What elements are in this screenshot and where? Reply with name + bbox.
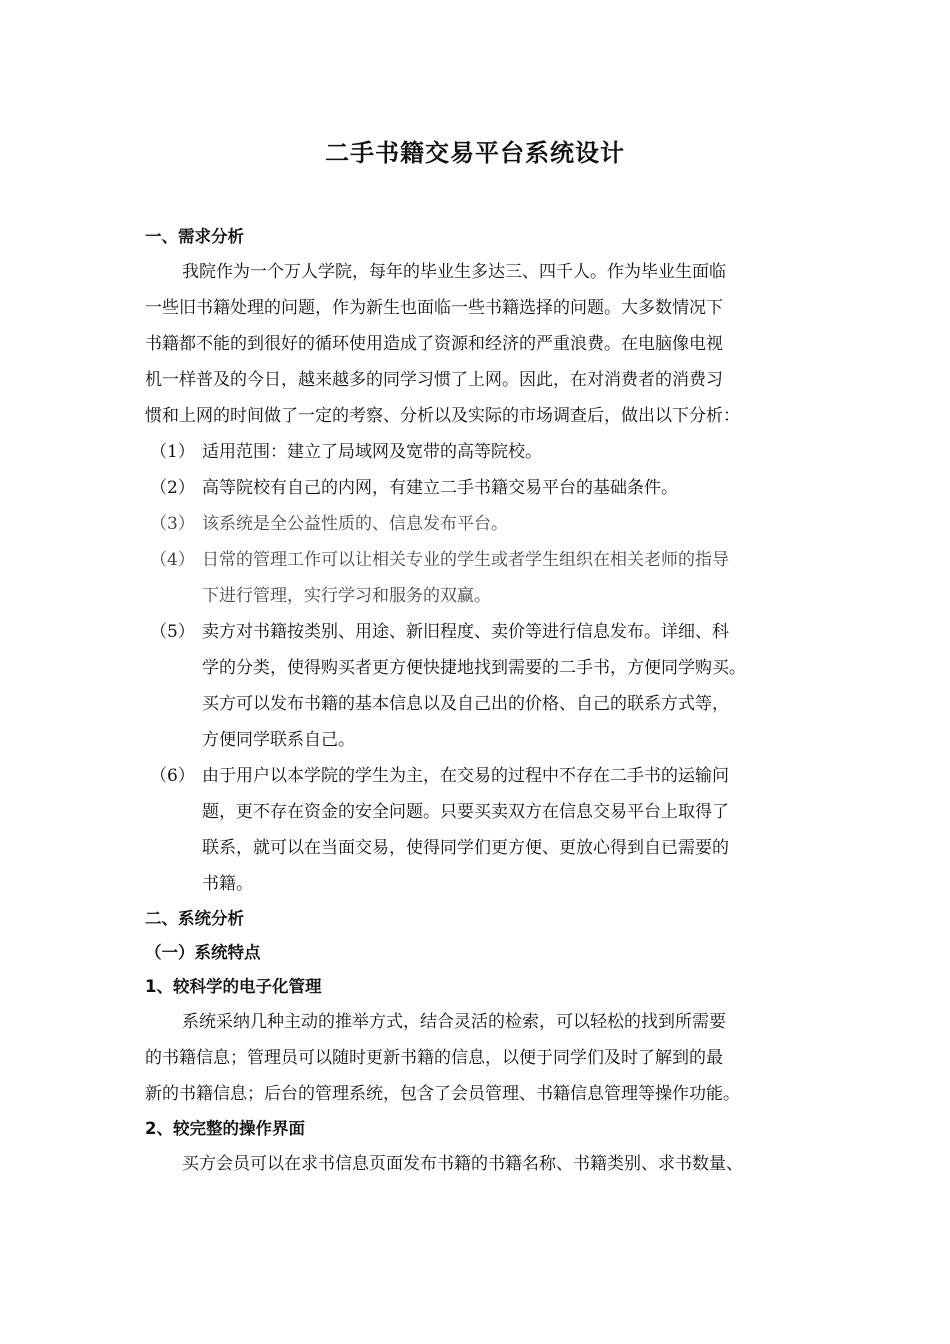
point-heading-operation-interface: 2、较完整的操作界面 — [145, 1119, 305, 1138]
list-item-line: 方便同学联系自己。 — [202, 730, 355, 750]
list-item-number: （6） — [150, 766, 195, 786]
paragraph-line: 机一样普及的今日，越来越多的同学习惯了上网。因此，在对消费者的消费习 — [145, 370, 723, 390]
list-item-line: 学的分类，使得购买者更方便快捷地找到需要的二手书，方便同学购买。 — [202, 658, 746, 678]
list-item — [145, 506, 835, 542]
point1-paragraph — [145, 1004, 835, 1112]
list-item-line: 题，更不存在资金的安全问题。只要买卖双方在信息交易平台上取得了 — [202, 802, 729, 822]
list-item-number: （1） — [150, 442, 195, 462]
list-item-line: 书籍。 — [202, 874, 253, 894]
document-body — [145, 220, 835, 1182]
list-item-number: （4） — [150, 550, 195, 570]
list-item-line: 适用范围：建立了局域网及宽带的高等院校。 — [202, 442, 542, 462]
list-item-number: （2） — [150, 478, 195, 498]
paragraph-line: 惯和上网的时间做了一定的考察、分析以及实际的市场调查后，做出以下分析： — [145, 406, 740, 426]
section-heading-system-analysis: 二、系统分析 — [145, 909, 244, 928]
point2-paragraph — [145, 1146, 835, 1182]
document-title: 二手书籍交易平台系统设计 — [325, 139, 625, 167]
list-item-line: 日常的管理工作可以让相关专业的学生或者学生组织在相关老师的指导 — [202, 550, 729, 570]
list-item-line: 下进行管理，实行学习和服务的双赢。 — [202, 586, 491, 606]
list-item — [145, 542, 835, 614]
list-item-line: 高等院校有自己的内网，有建立二手书籍交易平台的基础条件。 — [202, 478, 678, 498]
point-heading-electronic-management: 1、较科学的电子化管理 — [145, 977, 322, 996]
paragraph-line: 的书籍信息；管理员可以随时更新书籍的信息，以便于同学们及时了解到的最 — [145, 1048, 723, 1068]
list-item-line: 卖方对书籍按类别、用途、新旧程度、卖价等进行信息发布。详细、科 — [202, 622, 729, 642]
list-item-line: 联系，就可以在当面交易，使得同学们更方便、更放心得到自已需要的 — [202, 838, 729, 858]
paragraph-line: 系统采纳几种主动的推举方式，结合灵活的检索，可以轻松的找到所需要 — [182, 1012, 726, 1032]
list-item-number: （5） — [150, 622, 195, 642]
paragraph-line: 书籍都不能的到很好的循环使用造成了资源和经济的严重浪费。在电脑像电视 — [145, 334, 723, 354]
list-item — [145, 470, 835, 506]
paragraph-line: 我院作为一个万人学院，每年的毕业生多达三、四千人。作为毕业生面临 — [182, 262, 726, 282]
list-item-number: （3） — [150, 514, 195, 534]
intro-paragraph — [145, 254, 835, 434]
paragraph-line: 一些旧书籍处理的问题，作为新生也面临一些书籍选择的问题。大多数情况下 — [145, 298, 723, 318]
list-item-line: 买方可以发布书籍的基本信息以及自己出的价格、自己的联系方式等， — [202, 694, 729, 714]
list-item-line: 由于用户以本学院的学生为主，在交易的过程中不存在二手书的运输问 — [202, 766, 729, 786]
section-heading-requirements: 一、需求分析 — [145, 227, 244, 246]
list-item — [145, 758, 835, 902]
list-item — [145, 614, 835, 758]
subsection-heading-features: （一）系统特点 — [145, 943, 261, 962]
list-item — [145, 434, 835, 470]
list-item-line: 该系统是全公益性质的、信息发布平台。 — [202, 514, 508, 534]
paragraph-line: 买方会员可以在求书信息页面发布书籍的书籍名称、书籍类别、求书数量、 — [182, 1154, 743, 1174]
paragraph-line: 新的书籍信息；后台的管理系统，包含了会员管理、书籍信息管理等操作功能。 — [145, 1084, 740, 1104]
